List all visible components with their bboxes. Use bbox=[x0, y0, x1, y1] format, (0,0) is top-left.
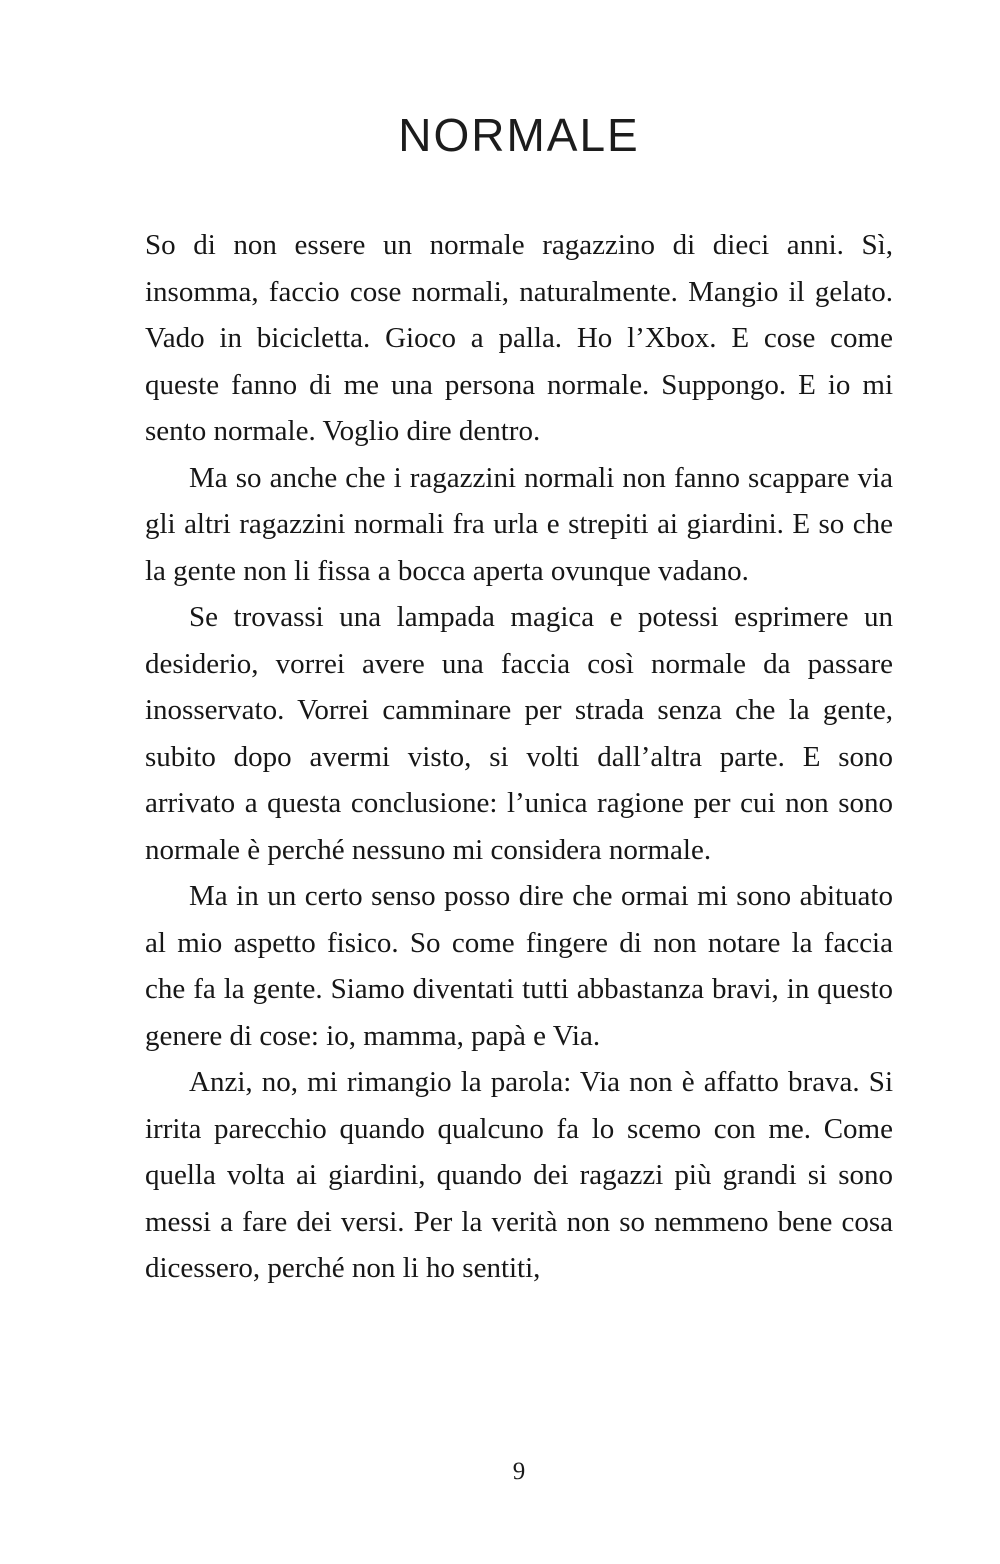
paragraph-1: So di non essere un normale ragazzino di dieci anni. Sì, insomma, faccio cose normali, naturalmente. Mangio il gelato. Vado in bicicletta. Gioco a palla. Ho l’Xbox. E cose come queste fanno di me una persona normale. Suppongo. E io mi sento normale. Voglio dire dentro. bbox=[145, 229, 893, 447]
paragraph-2: Ma so anche che i ragazzini normali non fanno scappare via gli altri ragazzini normali fra urla e strepiti ai giardini. E so che la gente non li fissa a bocca aperta ovunque vadano. bbox=[145, 461, 893, 587]
paragraph-3: Se trovassi una lampada magica e potessi esprimere un desiderio, vorrei avere una faccia così normale da passare inosservato. Vorrei camminare per strada senza che la gente, subito dopo avermi visto, si volti dall’altra parte. E sono arrivato a questa conclusione: l’unica ragione per cui non sono normale è perché nessuno mi considera normale. bbox=[145, 601, 893, 866]
page-number: 9 bbox=[512, 1458, 526, 1485]
chapter-title: NORMALE bbox=[398, 109, 640, 161]
paragraph-4: Ma in un certo senso posso dire che ormai mi sono abituato al mio aspetto fisico. So come fingere di non notare la faccia che fa la gente. Siamo diventati tutti abbastanza bravi, in questo genere di cose: io, mamma, papà e Via. bbox=[145, 880, 893, 1052]
chapter-text bbox=[145, 222, 893, 1292]
paragraph-5: Anzi, no, mi rimangio la parola: Via non è affatto brava. Si irrita parecchio quando qualcuno fa lo scemo con me. Come quella volta ai giardini, quando dei ragazzi più grandi si sono messi a fare dei versi. Per la verità non so nemmeno bene cosa dicessero, perché non li ho sentiti, bbox=[145, 1066, 893, 1284]
